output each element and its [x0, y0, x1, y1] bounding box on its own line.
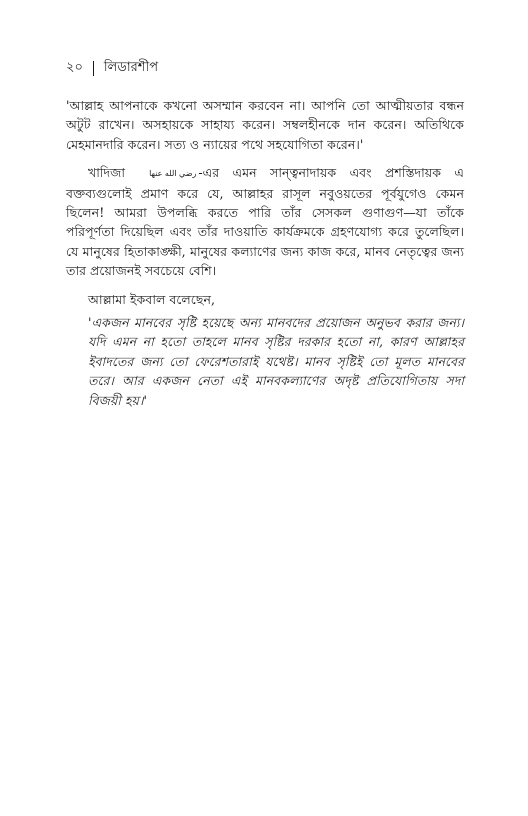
page-header: [66, 58, 158, 79]
quote-intro: আল্লামা ইকবাল বলেছেন,: [88, 291, 216, 307]
honorific-mark: رضي الله عنها: [149, 169, 197, 179]
iqbal-quote: [66, 313, 464, 410]
page-number: ২০: [66, 60, 83, 75]
quote-text: 'একজন মানবের সৃষ্টি হয়েছে অন্য মানবদের প্রয়োজন অনুভব করার জন্য। যদি এমন না হতো তাহলে মানব সৃষ্টির দরকার হতো না, কারণ আল্লাহর ইবাদতের জন্য তো ফেরেশতারাই যথেষ্ট। মানব সৃষ্টিই তো মূলত মানবের তরে। আর একজন নেতা এই মানবকল্যাণের অদৃষ্ট প্রতিযোগিতায় সদা বিজয়ী হয়।': [88, 315, 464, 408]
paragraph-start: খাদিজা: [88, 165, 126, 181]
running-title: লিডারশীপ: [103, 60, 159, 75]
paragraph-commentary: [66, 163, 464, 280]
header-divider: [93, 61, 94, 76]
paragraph-rest: -এর এমন সান্ত্বনাদায়ক এবং প্রশস্তিদায়ক এ বক্তব্যগুলোই প্রমাণ করে যে, আল্লাহর রাসূল নবুওয়তের পূর্বযুগেও কেমন ছিলেন! আমরা উপলব্ধি করতে পারি তাঁর সেসকল গুণাগুণ—যা তাঁকে পরিপূর্ণতা দিয়েছিল এবং তাঁর দাওয়াতি কার্যক্রমকে গ্রহণযোগ্য করে তুলেছিল। যে মানুষের হিতাকাঙ্ক্ষী, মানুষের কল্যাণের জন্য কাজ করে, মানব নেতৃত্বের জন্য তার প্রয়োজনই সবচেয়ে বেশি।: [66, 165, 464, 279]
paragraph-quote-khadija: 'আল্লাহ আপনাকে কখনো অসম্মান করবেন না। আপনি তো আত্মীয়তার বন্ধন অটুট রাখেন। অসহায়কে সাহায্য করেন। সম্বলহীনকে দান করেন। অতিথিকে মেহমানদারি করেন। সত্য ও ন্যায়ের পথে সহযোগিতা করেন।': [66, 98, 464, 152]
page-body: [66, 96, 464, 410]
